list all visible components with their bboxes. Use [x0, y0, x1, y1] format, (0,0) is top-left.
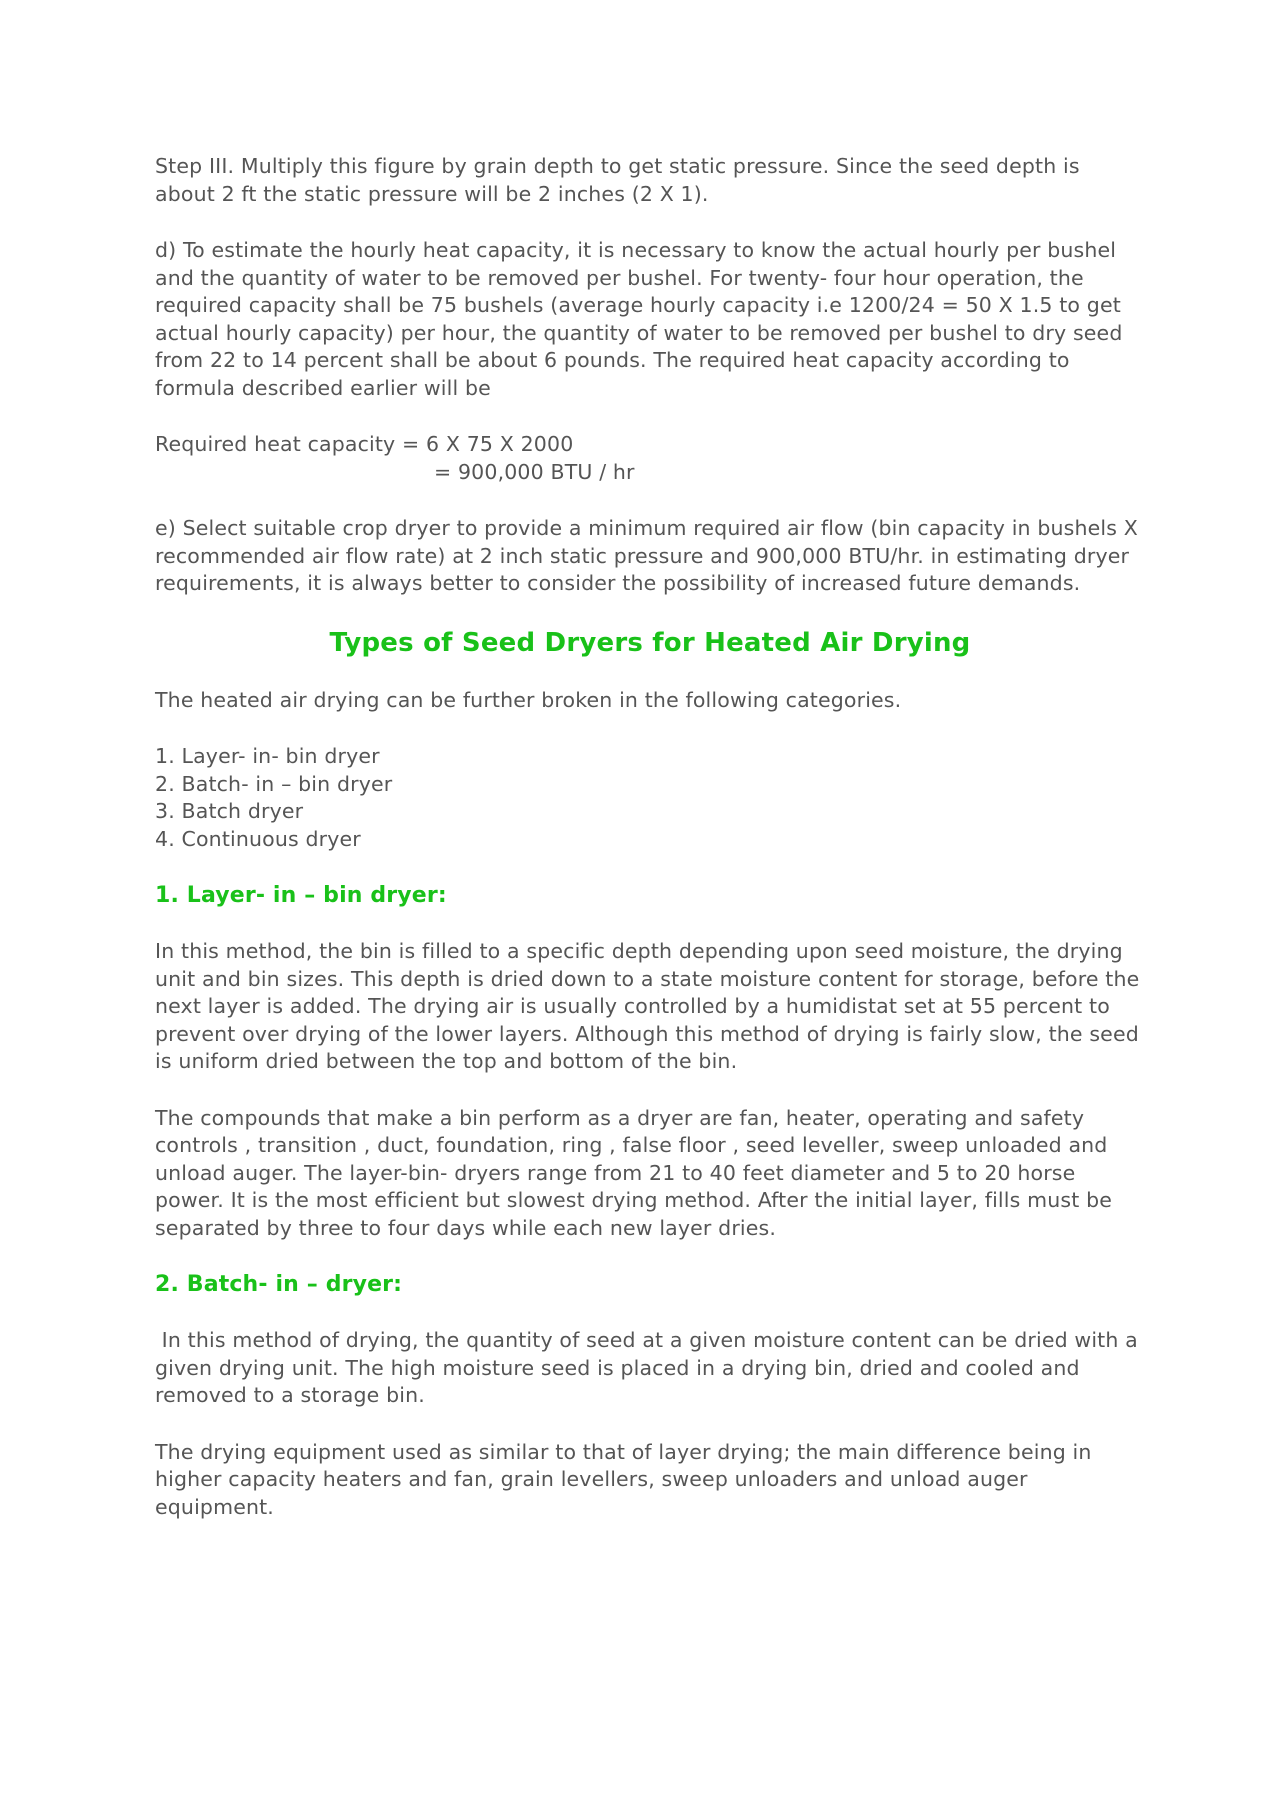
- batch-in-dryer-heading: 2. Batch- in – dryer:: [155, 1272, 403, 1297]
- step-three-paragraph: Step III. Multiply this figure by grain depth to get static pressure. Since the seed depth is about 2 ft the static pressure will be 2 inches (2 X 1).: [155, 154, 1080, 206]
- dryer-selection-paragraph: e) Select suitable crop dryer to provide a minimum required air flow (bin capacity in bushels X recommended air flow rate) at 2 inch static pressure and 900,000 BTU/hr. in estimating dryer requirements, it is always better to consider the possibility of increased future demands.: [155, 516, 1138, 595]
- batch-equipment-paragraph: The drying equipment used as similar to that of layer drying; the main difference being in higher capacity heaters and fan, grain levellers, sweep unloaders and unload auger equipment.: [155, 1439, 1092, 1519]
- layer-method-paragraph: In this method, the bin is filled to a specific depth depending upon seed moisture, the drying unit and bin sizes. This depth is dried down to a state moisture content for storage, before the next layer is added. The drying air is usually controlled by a humidistat set at 55 percent to prevent over drying of the lower layers. Although this method of drying is fairly slow, the seed is uniform dried between the top and bottom of the bin.: [155, 939, 1140, 1073]
- list-item: 2. Batch- in – bin dryer: [155, 771, 393, 796]
- formula-line-1: Required heat capacity = 6 X 75 X 2000: [155, 432, 574, 456]
- document-page: [155, 153, 1145, 1550]
- section-intro: The heated air drying can be further broken in the following categories.: [155, 687, 902, 712]
- batch-method-paragraph: In this method of drying, the quantity of seed at a given moisture content can be dried with a given drying unit. The high moisture seed is placed in a drying bin, dried and cooled and removed to a storage bin.: [155, 1328, 1145, 1407]
- list-item: 4. Continuous dryer: [155, 826, 361, 851]
- layer-components-paragraph: The compounds that make a bin perform as a dryer are fan, heater, operating and safety controls , transition , duct, foundation, ring , false floor , seed leveller, sweep unloaded and unload auger. The layer-bin- dryers range from 21 to 40 feet diameter and 5 to 20 horse power. It is the most efficient but slowest drying method. After the initial layer, fills must be separated by three to four days while each new layer dries.: [155, 1105, 1112, 1240]
- layer-in-bin-heading: 1. Layer- in – bin dryer:: [155, 883, 447, 908]
- heat-capacity-paragraph: d) To estimate the hourly heat capacity, it is necessary to know the actual hourly per bushel and the quantity of water to be removed per bushel. For twenty- four hour operation, the required capacity shall be 75 bushels (average hourly capacity i.e 1200/24 = 50 X 1.5 to get actual hourly capacity) per hour, the quantity of water to be removed per bushel to dry seed from 22 to 14 percent shall be about 6 pounds. The required heat capacity according to formula described earlier will be: [155, 238, 1123, 400]
- dryer-categories-list: [155, 743, 1145, 853]
- list-item: 3. Batch dryer: [155, 799, 304, 823]
- heat-capacity-formula: [155, 431, 1145, 486]
- list-item: 1. Layer- in- bin dryer: [155, 744, 380, 768]
- section-title: Types of Seed Dryers for Heated Air Drying: [329, 627, 971, 658]
- formula-line-2: = 900,000 BTU / hr: [434, 459, 635, 484]
